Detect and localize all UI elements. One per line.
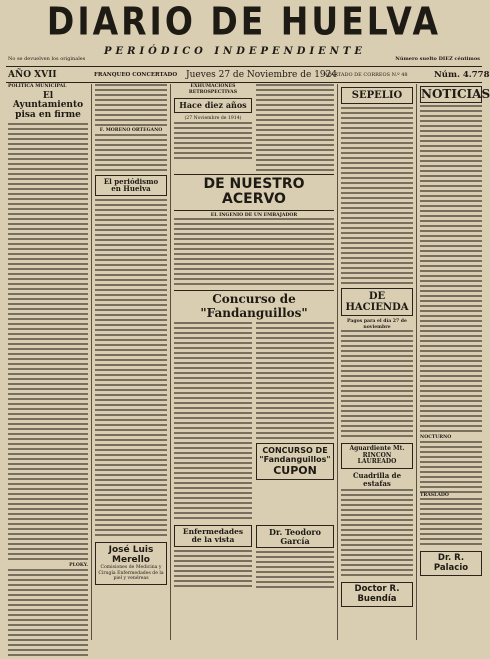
- col4-doctor: Doctor R. Buendía: [341, 582, 413, 607]
- col3-contest-title: Concurso de "Fandanguillos": [174, 290, 334, 319]
- col3-top-right-text: [256, 84, 334, 172]
- col5-traslado: TRASLADO: [420, 492, 449, 498]
- column-5: [420, 84, 490, 640]
- col4-sepelio: SEPELIO: [341, 87, 413, 104]
- col3-banner: DE NUESTRO ACERVO: [174, 174, 334, 211]
- col3-coupon: [256, 443, 334, 480]
- col3-top-title: Hace diez años: [174, 98, 252, 113]
- col-divider-4: [416, 84, 417, 640]
- col3-contest-right: [256, 322, 334, 440]
- col3-teodoro-text: [256, 551, 334, 591]
- col5-palacio: Dr. R. Palacio: [420, 551, 482, 576]
- col2-top-text: [95, 84, 167, 128]
- info-bar: [6, 70, 490, 81]
- issue-number: Núm. 4.778: [434, 70, 490, 80]
- col3-banner-text: [174, 218, 334, 288]
- col3-coupon-title: CONCURSO DE "Fandanguillos": [259, 445, 331, 464]
- col3-top-text: [174, 122, 252, 162]
- col3-enfermedades-text: [174, 550, 252, 590]
- masthead-title: DIARIO DE HUELVA: [46, 0, 442, 44]
- apartado-label: APARTADO DE CORREOS N.º 48: [324, 72, 408, 78]
- col4-sepelio-text: [341, 107, 413, 285]
- col-divider-2: [170, 84, 171, 640]
- col2-ad-name: José Luis Merello: [108, 544, 154, 565]
- col2-signature: F. MORENO ORTEGANO: [99, 128, 163, 133]
- col3-teodoro: Dr. Teodoro García: [256, 525, 334, 549]
- column-1: [8, 84, 88, 640]
- col4-cuadrilla-text: [341, 489, 413, 579]
- column-2: [95, 84, 167, 640]
- col-divider-1: [91, 84, 92, 640]
- col1-article-text: [8, 123, 88, 563]
- col2-mid-text: [95, 134, 167, 172]
- col4-aguardiente: Aguardiente Mt. RINCON LAUREADO: [341, 443, 413, 469]
- column-3: [174, 84, 334, 640]
- franqueo-label: FRANQUEO CONCERTADO: [94, 72, 178, 78]
- col3-contest-left: [174, 322, 252, 522]
- col5-noticias-text: [420, 105, 482, 435]
- info-rule: [6, 82, 482, 83]
- col2-ad-sub: Comisiones de Medicina y Cirugía Enfermedades de la piel y venéreas: [98, 564, 164, 582]
- col3-enfermedades: Enfermedades de la vista: [174, 525, 252, 548]
- col2-headline: El periódismo en Huelva: [95, 175, 167, 196]
- masthead-left-note: No se devuelven los originales: [8, 56, 86, 62]
- year-label: AÑO XVII: [8, 70, 57, 80]
- masthead-subtitle: PERIÓDICO INDEPENDIENTE: [104, 46, 366, 57]
- col5-nocturno: NOCTURNO: [420, 435, 452, 441]
- col4-cuadrilla: Cuadrilla de estafas: [352, 470, 402, 488]
- col5-noticias: NOTICIAS: [420, 86, 482, 103]
- col4-hacienda-date: Pagos para el día 27 de noviembre: [347, 319, 407, 330]
- col3-top-date: (27 Noviembre de 1914): [184, 115, 242, 121]
- col4-hacienda: DE HACIENDA: [341, 288, 413, 316]
- col2-article-text: [95, 199, 167, 539]
- col5-traslado-text: [420, 498, 482, 548]
- col1-headline: El Ayuntamiento pisa en firme: [12, 90, 84, 121]
- col-divider-3: [337, 84, 338, 640]
- col3-top-section: EXHUMACIONES RETROSPECTIVAS: [188, 84, 238, 95]
- masthead: [8, 0, 480, 44]
- col1-section: POLÍTICA MUNICIPAL: [8, 84, 67, 89]
- col3-coupon-word: CUPON: [273, 463, 317, 477]
- column-4: [341, 84, 413, 640]
- col3-banner-sub: EL INGENIO DE UN EMBAJADOR: [210, 212, 298, 218]
- col1-more-text: [8, 569, 88, 659]
- date-label: Jueves 27 de Noviembre de 1924: [186, 70, 338, 80]
- col2-ad-box: [95, 542, 167, 585]
- col1-signature: PLOKY.: [69, 563, 88, 569]
- col4-hacienda-text: [341, 330, 413, 440]
- top-rule: [6, 66, 482, 67]
- masthead-right-note: Número suelto DIEZ céntimos: [395, 56, 480, 62]
- col5-nocturno-text: [420, 441, 482, 493]
